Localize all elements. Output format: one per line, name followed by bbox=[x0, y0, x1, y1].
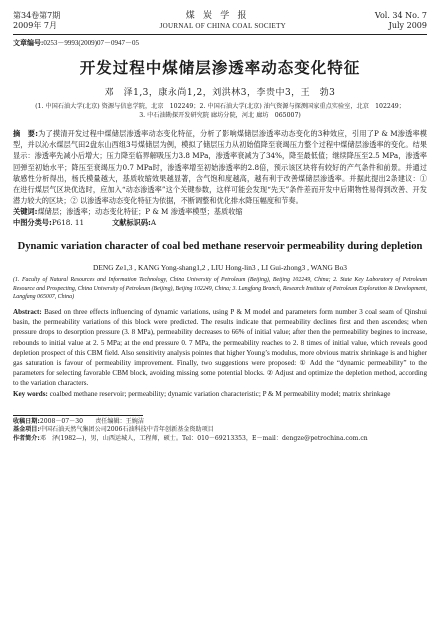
footnote-fund bbox=[13, 426, 427, 435]
abstract-en-text: Based on three effects influencing of dynamic variations, using P & M model and parameters form number 3 coal seam of Qinshui basin, the permeability variations of this block were predicted. The results indicate that permeability declines first and then ascendes; when pressure drops to desorption pressure (3. 8 MPa), permeability decreases to 66% of initial value; after then the permeability begines to increase, rebounds to initial value at 2. 5 MPa; at the end pressure 0. 7 MPa, the permeability reaches to 2. 8 times of initial value, which reveals good depletion prospect of this CBM field. Also sensitivity analysis pointes that higher Young’s modulus, more obvious matrix shrinkage is and higher gas saturation is favour of permeability improvement. Finally, two suggestions were proposed: ① Add the “dynamic permeability” to the parameters for selecting favorable CBM block, avoiding missing some potential blocks. ② Adjust and optimize the depletion method, according to the variation characters. bbox=[13, 308, 427, 388]
abstract-cn bbox=[13, 128, 427, 206]
running-header-en bbox=[13, 21, 427, 31]
clc-label: 中图分类号: bbox=[13, 218, 52, 228]
affiliations-cn bbox=[13, 102, 427, 120]
title-en: Dynamic variation character of coal bed methane reservoir permeability during depletion bbox=[17, 241, 423, 253]
authors-en: DENG Ze1,3 , KANG Yong-shang1,2 , LIU Hong-lin3 , LI Gui-zhong3 , WANG Bo3 bbox=[93, 263, 347, 273]
authors-cn: 邓 泽1,3，康永尚1,2，刘洪林3，李贵中3，王 勃3 bbox=[104, 88, 336, 98]
keywords-cn-label: 关键词: bbox=[13, 207, 38, 217]
abstract-en bbox=[13, 307, 427, 389]
article-number-value: 0253－9993(2009)07－0947－05 bbox=[43, 39, 140, 47]
running-header-cn bbox=[13, 10, 427, 21]
clc-value: P618. 11 bbox=[51, 218, 85, 228]
title-cn: 开发过程中煤储层渗透率动态变化特征 bbox=[79, 59, 361, 77]
author-bio-label: 作者简介: bbox=[13, 435, 40, 443]
journal-name-cn: 煤 炭 学 报 bbox=[185, 10, 250, 20]
header-rule bbox=[13, 34, 427, 35]
volume-issue-en: Vol. 34 No. 7 bbox=[374, 11, 427, 20]
received-value: 2008－07－30 责任编辑：王婉洁 bbox=[39, 417, 144, 425]
keywords-cn-text: 煤储层；渗透率；动态变化特征；P & M 渗透率模型；基质收缩 bbox=[37, 207, 243, 217]
keywords-en-text: coalbed methane reservoir; permeability; dynamic variation characteristic; P & M permeability model; matrix shrinkage bbox=[49, 389, 391, 398]
date-cn: 2009年 7月 bbox=[13, 21, 57, 30]
keywords-en bbox=[13, 389, 427, 399]
author-bio-value: 邓 泽(1982—)，男，山西运城人，工程师，硕士。Tel：010－69213353，E－mail：dengze@petrochina.com.cn bbox=[39, 435, 368, 443]
classification-row bbox=[13, 217, 427, 228]
affiliation-cn-line: 3. 中石油勘探开发研究院 廊坊分院，河北 廊坊 065007) bbox=[139, 112, 301, 119]
fund-value: 中国石油天然气集团公司2006石油科技中青年创新基金资助项目 bbox=[39, 426, 214, 434]
doc-code-label: 文献标识码: bbox=[112, 218, 151, 228]
keywords-cn bbox=[13, 206, 427, 217]
keywords-en-label: Key words: bbox=[13, 389, 48, 398]
footnote-rule bbox=[13, 415, 143, 416]
abstract-cn-label: 摘 要: bbox=[13, 129, 38, 138]
fund-label: 基金项目: bbox=[13, 426, 40, 434]
affiliations-en: (1. Faculty of Natural Resources and Information Technology, China University of Petroleum (Beijing), Beijing 102249, China; 2. State Key Laboratory of Petroleum Resource and Prospecting, China University of Petroleum (Beijing), Beijing 102249, China; 3. Langfang Branch, Research Institute of Petroleum Exploration & Development, Langfang 065007, China) bbox=[13, 277, 427, 300]
volume-issue-cn: 第34卷第7期 bbox=[13, 11, 61, 20]
abstract-en-label: Abstract: bbox=[13, 308, 42, 317]
journal-name-en: JOURNAL OF CHINA COAL SOCIETY bbox=[159, 22, 287, 30]
doc-code-value: A bbox=[150, 218, 157, 228]
affiliation-cn-line: (1. 中国石油大学(北京) 资源与信息学院，北京 102249；2. 中国石油大学(北京) 油气资源与探测国家重点实验室，北京 102249； bbox=[35, 103, 405, 110]
article-number bbox=[13, 38, 427, 48]
abstract-cn-text: 为了摸清开发过程中煤储层渗透率动态变化特征，分析了影响煤储层渗透率动态变化的3种效应，引用了P & M渗透率模型，并以沁水煤层气田2盘东山西组3号煤储层为例，模拟了储层压力从初始值降至衰竭压力整个过程中煤储层渗透率的变化。结果显示：渗透率先减小后增大；压力降至临界解吸压力3.8 MPa，渗透率衰减为了34%，降至最低值；继续降压至2.5 MPa，渗透率回弹至初始水平；降压至衰竭压力0.7 MPa时，渗透率增至初始渗透率的2.8倍，预示该区块将有较好的产气条件和前景。并通过敏感性分析得出，杨氏模量越大，基质收缩效果越显著，含气饱和度越高，越有利于改善煤储层渗透率。并据此提出2条建议：① 在进行煤层气区块优选时，应加入“动态渗透率”这个关键参数，这样可能会发现“先天”条件差而开发中后期物性易得到改善、开发潜力较大的区块；② 以渗透率动态变化特征为依据，不断调整和优化排水降压幅度和节奏。 bbox=[13, 129, 427, 206]
footnotes bbox=[13, 418, 427, 444]
article-number-label: 文章编号: bbox=[13, 39, 44, 47]
received-label: 收稿日期: bbox=[13, 417, 40, 425]
footnote-author bbox=[13, 435, 427, 444]
date-en: July 2009 bbox=[388, 21, 427, 30]
